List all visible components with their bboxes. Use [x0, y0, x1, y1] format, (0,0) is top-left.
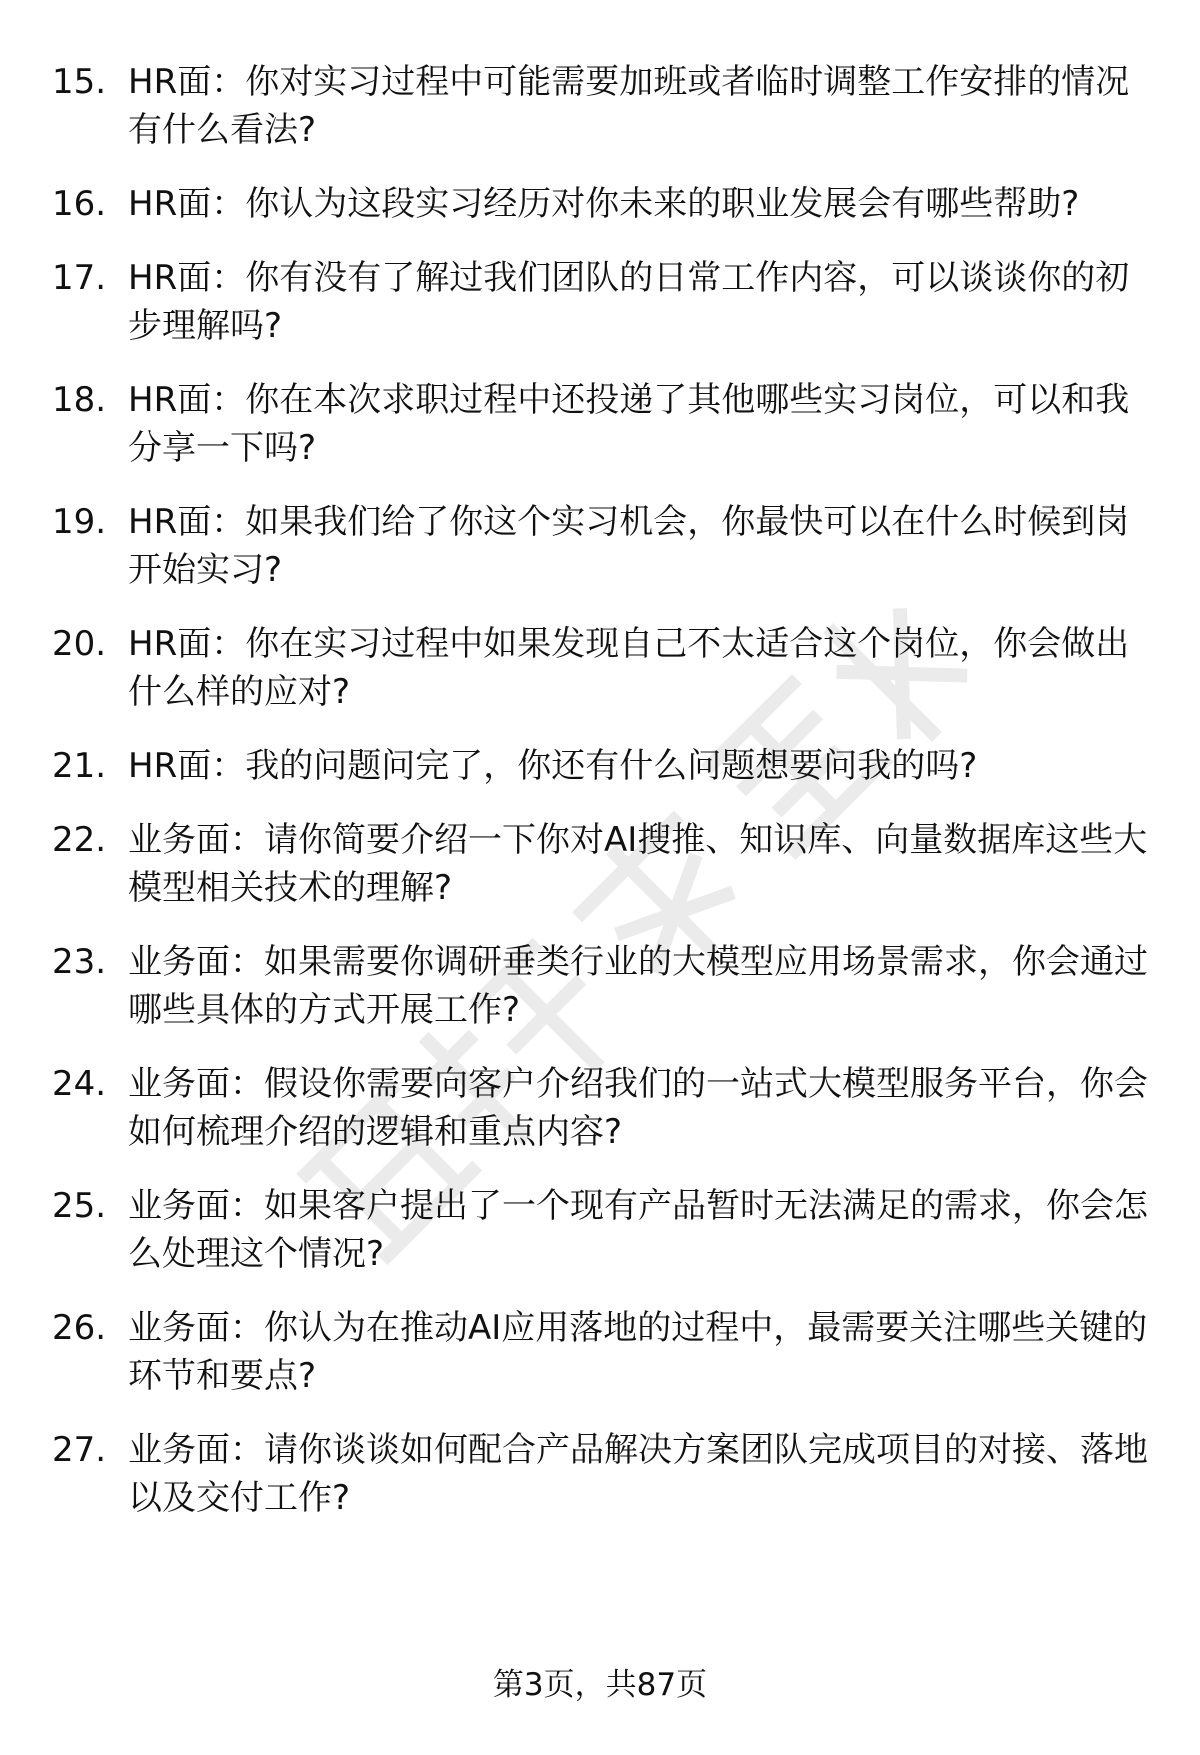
- question-item: [52, 254, 1162, 350]
- question-item: [52, 1060, 1162, 1156]
- question-number: 23.: [52, 942, 107, 982]
- question-item: [52, 1182, 1162, 1278]
- question-text: HR面：你在实习过程中如果发现自己不太适合这个岗位，你会做出什么样的应对?: [128, 624, 1130, 712]
- question-number: 16.: [52, 184, 107, 224]
- question-number: 20.: [52, 624, 107, 664]
- question-item: [52, 620, 1162, 716]
- question-item: [52, 742, 1162, 790]
- question-item: [52, 1426, 1162, 1522]
- question-number: 24.: [52, 1064, 107, 1104]
- question-number: 17.: [52, 258, 107, 298]
- question-text: HR面：你认为这段实习经历对你未来的职业发展会有哪些帮助?: [128, 184, 1080, 224]
- question-number: 19.: [52, 502, 107, 542]
- question-item: [52, 498, 1162, 594]
- question-number: 27.: [52, 1430, 107, 1470]
- question-number: 25.: [52, 1186, 107, 1226]
- question-list: [52, 58, 1162, 1548]
- question-number: 22.: [52, 820, 107, 860]
- question-number: 18.: [52, 380, 107, 420]
- page-number-footer: 第3页，共87页: [492, 1667, 708, 1703]
- question-text: HR面：你对实习过程中可能需要加班或者临时调整工作安排的情况有什么看法?: [128, 62, 1130, 150]
- question-text: 业务面：如果需要你调研垂类行业的大模型应用场景需求，你会通过哪些具体的方式开展工作?: [128, 942, 1148, 1030]
- question-text: 业务面：请你简要介绍一下你对AI搜推、知识库、向量数据库这些大模型相关技术的理解?: [128, 820, 1148, 908]
- question-text: 业务面：请你谈谈如何配合产品解决方案团队完成项目的对接、落地以及交付工作?: [128, 1430, 1148, 1518]
- question-number: 15.: [52, 62, 107, 102]
- question-item: [52, 1304, 1162, 1400]
- question-text: 业务面：如果客户提出了一个现有产品暂时无法满足的需求，你会怎么处理这个情况?: [128, 1186, 1148, 1274]
- question-item: [52, 376, 1162, 472]
- question-item: [52, 816, 1162, 912]
- question-text: HR面：如果我们给了你这个实习机会，你最快可以在什么时候到岗开始实习?: [128, 502, 1130, 590]
- question-number: 26.: [52, 1308, 107, 1348]
- question-text: HR面：你在本次求职过程中还投递了其他哪些实习岗位，可以和我分享一下吗?: [128, 380, 1130, 468]
- question-item: [52, 58, 1162, 154]
- question-text: 业务面：你认为在推动AI应用落地的过程中，最需要关注哪些关键的环节和要点?: [128, 1308, 1148, 1396]
- question-text: HR面：我的问题问完了，你还有什么问题想要问我的吗?: [128, 746, 978, 786]
- question-item: [52, 938, 1162, 1034]
- question-number: 21.: [52, 746, 107, 786]
- question-text: 业务面：假设你需要向客户介绍我们的一站式大模型服务平台，你会如何梳理介绍的逻辑和重点内容?: [128, 1064, 1148, 1152]
- question-item: [52, 180, 1162, 228]
- question-text: HR面：你有没有了解过我们团队的日常工作内容，可以谈谈你的初步理解吗?: [128, 258, 1130, 346]
